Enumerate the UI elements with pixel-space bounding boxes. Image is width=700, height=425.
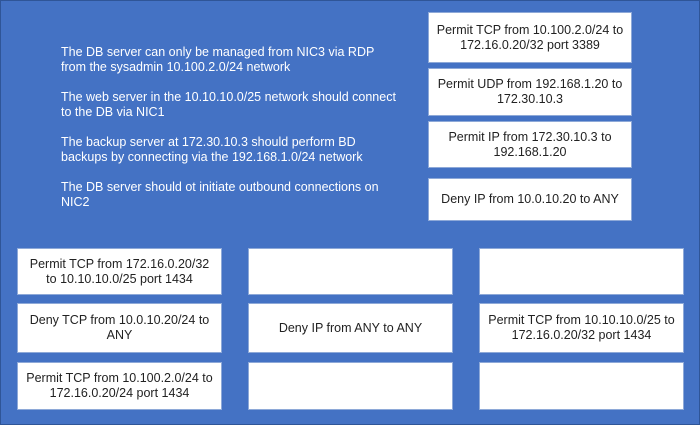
requirement-rdp-management: The DB server can only be managed from NIC3 via RDP from the sysadmin 10.100.2.0/24 network — [61, 45, 375, 74]
rule-option-deny-tcp-10-0-10-20[interactable]: Deny TCP from 10.0.10.20/24 to ANY — [17, 303, 222, 353]
requirement-web-server: The web server in the 10.10.10.0/25 network should connect to the DB via NIC1 — [61, 90, 396, 119]
drop-target-1[interactable]: Permit TCP from 10.100.2.0/24 to 172.16.0.20/32 port 3389 — [428, 12, 632, 63]
drop-target-2[interactable]: Permit UDP from 192.168.1.20 to 172.30.10.3 — [428, 68, 632, 116]
rule-option-permit-tcp-10-100-to-172-16-1434[interactable]: Permit TCP from 10.100.2.0/24 to 172.16.0.20/24 port 1434 — [17, 362, 222, 410]
empty-option-slot — [248, 362, 453, 410]
drop-target-3[interactable]: Permit IP from 172.30.10.3 to 192.168.1.20 — [428, 121, 632, 168]
rule-option-permit-tcp-10-10-to-172-16-1434[interactable]: Permit TCP from 10.10.10.0/25 to 172.16.0.20/32 port 1434 — [479, 303, 684, 353]
drop-target-4[interactable]: Deny IP from 10.0.10.20 to ANY — [428, 178, 632, 221]
requirement-no-outbound: The DB server should ot initiate outbound connections on NIC2 — [61, 180, 379, 209]
rule-option-deny-ip-any-any[interactable]: Deny IP from ANY to ANY — [248, 303, 453, 353]
empty-option-slot — [479, 248, 684, 295]
empty-option-slot — [248, 248, 453, 295]
empty-option-slot — [479, 362, 684, 410]
requirement-backup-server: The backup server at 172.30.10.3 should perform BD backups by connecting via the 192.168.1.0/24 network — [61, 135, 363, 164]
rule-option-permit-tcp-172-16-to-10-10-1434[interactable]: Permit TCP from 172.16.0.20/32 to 10.10.10.0/25 port 1434 — [17, 248, 222, 295]
